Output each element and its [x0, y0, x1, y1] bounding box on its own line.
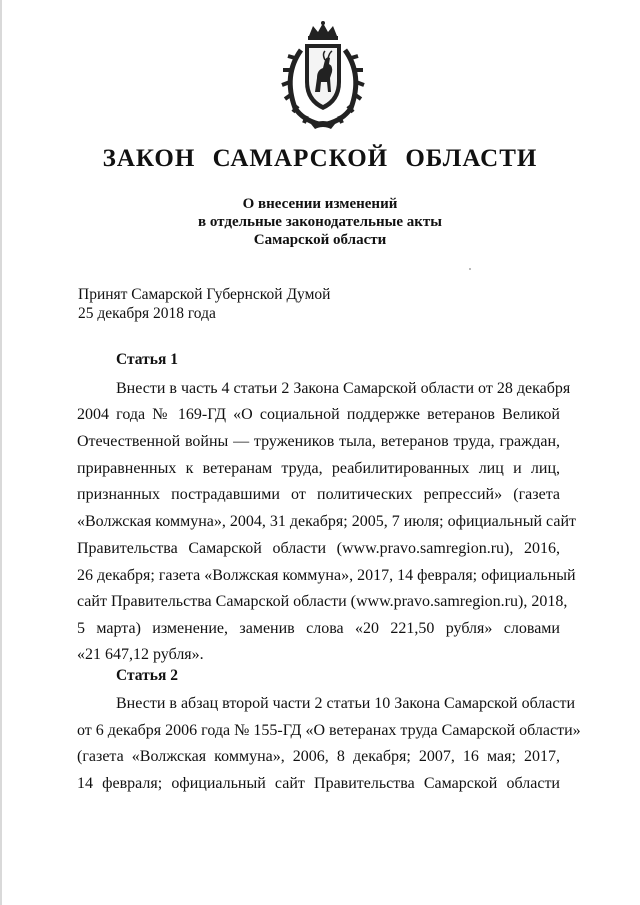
article-2-heading: Статья 2	[116, 667, 178, 684]
article-2-line: от 6 декабря 2006 года № 155-ГД «О ветеранах труда Самарской области»	[77, 722, 581, 739]
article-1-line: приравненных к ветеранам труда, реабилитированных лиц и лиц,	[77, 460, 560, 477]
adoption-line: Принят Самарской Губернской Думой	[78, 286, 331, 303]
article-1-line: сайт Правительства Самарской области (www.pravo.samregion.ru), 2018,	[77, 593, 568, 610]
article-2-line: Внести в абзац второй части 2 статьи 10 Закона Самарской области	[116, 695, 576, 712]
page-edge	[0, 0, 2, 905]
coat-of-arms-emblem	[273, 20, 373, 130]
adoption-info	[78, 285, 330, 323]
adoption-date: 25 декабря 2018 года	[78, 305, 216, 322]
law-subtitle	[0, 195, 640, 249]
article-1-line: признанных пострадавшими от политических репрессий» (газета	[77, 486, 560, 503]
scan-artifact	[469, 268, 471, 270]
subtitle-line: Самарской области	[253, 232, 387, 248]
article-1-line: 26 декабря; газета «Волжская коммуна», 2017, 14 февраля; официальный	[77, 567, 576, 584]
article-1-line: Внести в часть 4 статьи 2 Закона Самарской области от 28 декабря	[116, 380, 571, 397]
article-1-heading: Статья 1	[116, 351, 178, 368]
subtitle-line: в отдельные законодательные акты	[198, 214, 442, 230]
article-1-line: «Волжская коммуна», 2004, 31 декабря; 2005, 7 июля; официальный сайт	[77, 513, 577, 530]
law-title: ЗАКОН САМАРСКОЙ ОБЛАСТИ	[102, 145, 538, 172]
article-1-line: Отечественной войны — тружеников тыла, ветеранов труда, граждан,	[77, 433, 560, 450]
article-1-line: 5 марта) изменение, заменив слова «20 221,50 рубля» словами	[77, 620, 560, 637]
article-2-line: 14 февраля; официальный сайт Правительства Самарской области	[77, 775, 560, 792]
article-1-line: 2004 года № 169-ГД «О социальной поддержке ветеранов Великой	[77, 406, 560, 423]
article-2-line: (газета «Волжская коммуна», 2006, 8 декабря; 2007, 16 мая; 2017,	[77, 748, 560, 765]
article-1-line: Правительства Самарской области (www.pravo.samregion.ru), 2016,	[77, 540, 560, 557]
article-1-line: «21 647,12 рубля».	[77, 646, 204, 663]
subtitle-line: О внесении изменений	[242, 196, 398, 212]
